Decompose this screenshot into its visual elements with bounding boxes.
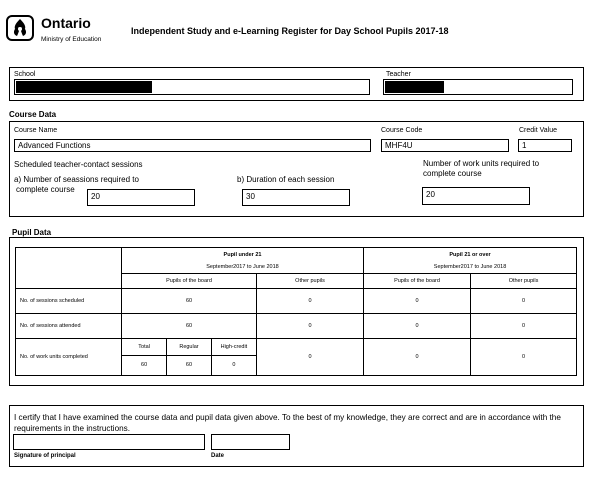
sessions-attended-under21-other[interactable]: 0 (257, 314, 364, 339)
teacher-redaction (385, 81, 444, 93)
sessions-attended-under21-board[interactable]: 60 (122, 314, 257, 339)
sessions-scheduled-over21-board[interactable]: 0 (364, 289, 471, 314)
course-code-label: Course Code (381, 127, 423, 134)
ministry-name: Ministry of Education (41, 36, 102, 43)
credit-value-label: Credit Value (519, 127, 558, 134)
date-label: Date (211, 453, 225, 459)
work-units-split-table (122, 339, 256, 375)
work-units-over21-board[interactable]: 0 (364, 339, 471, 376)
work-units-regular[interactable]: 60 (167, 355, 212, 375)
sessions-scheduled-under21-board[interactable]: 60 (122, 289, 257, 314)
sessions-heading: Scheduled teacher-contact sessions (14, 160, 143, 169)
total-label: Total (122, 339, 167, 355)
table-row (16, 314, 577, 339)
row-label: No. of work units completed (16, 339, 122, 376)
over21-title: Pupil 21 or over (449, 251, 491, 258)
school-label: School (14, 71, 36, 78)
high-credit-label: High-credit (211, 339, 256, 355)
table-row (16, 339, 577, 376)
col-over21-other: Other pupils (471, 274, 577, 289)
work-units-label-2: complete course (423, 169, 482, 178)
pupil-data-title: Pupil Data (12, 228, 52, 237)
credit-value-field[interactable]: 1 (518, 139, 572, 152)
school-redaction (16, 81, 152, 93)
session-duration-field[interactable]: 30 (242, 189, 350, 206)
under21-header (122, 248, 364, 274)
ontario-logo (6, 15, 34, 41)
form-title: Independent Study and e-Learning Register for Day School Pupils 2017-18 (131, 26, 449, 36)
work-units-over21-other[interactable]: 0 (471, 339, 577, 376)
work-units-split-cell (122, 339, 257, 376)
work-units-total[interactable]: 60 (122, 355, 167, 375)
signature-label: Signature of principal (14, 453, 76, 459)
certification-statement: I certify that I have examined the course data and pupil data given above. To the best of my knowledge, they are correct and are in accordance with the requirements in the instructions. (14, 413, 561, 433)
sessions-label-2: complete course (16, 185, 75, 194)
sessions-required-field[interactable]: 20 (87, 189, 195, 206)
duration-label: b) Duration of each session (237, 175, 335, 184)
work-units-under21-other[interactable]: 0 (257, 339, 364, 376)
teacher-label: Teacher (386, 71, 411, 78)
under21-period: September2017 to June 2018 (206, 263, 279, 270)
course-name-label: Course Name (14, 127, 58, 134)
regular-label: Regular (167, 339, 212, 355)
row-header-corner (16, 248, 122, 289)
date-field[interactable] (211, 434, 290, 450)
row-label: No. of sessions attended (16, 314, 122, 339)
over21-period: September2017 to June 2018 (433, 263, 507, 270)
signature-field[interactable] (13, 434, 205, 450)
under21-title: Pupil under 21 (223, 251, 262, 258)
trillium-icon (6, 15, 34, 41)
course-data-title: Course Data (9, 110, 57, 119)
sessions-scheduled-over21-other[interactable]: 0 (471, 289, 577, 314)
course-name-field[interactable]: Advanced Functions (14, 139, 371, 152)
over21-header (364, 248, 577, 274)
course-code-field[interactable]: MHF4U (381, 139, 509, 152)
work-units-required-field[interactable]: 20 (422, 187, 530, 205)
row-label: No. of sessions scheduled (16, 289, 122, 314)
sessions-label-1: a) Number of seassions required to (14, 175, 139, 184)
sessions-attended-over21-other[interactable]: 0 (471, 314, 577, 339)
pupil-data-table (15, 247, 577, 376)
table-row (16, 289, 577, 314)
col-under21-other: Other pupils (257, 274, 364, 289)
org-name: Ontario (41, 15, 91, 31)
work-units-high-credit[interactable]: 0 (211, 355, 256, 375)
sessions-scheduled-under21-other[interactable]: 0 (257, 289, 364, 314)
work-units-label-1: Number of work units required to (423, 159, 540, 168)
sessions-attended-over21-board[interactable]: 0 (364, 314, 471, 339)
col-under21-board: Pupils of the board (122, 274, 257, 289)
col-over21-board: Pupils of the board (364, 274, 471, 289)
